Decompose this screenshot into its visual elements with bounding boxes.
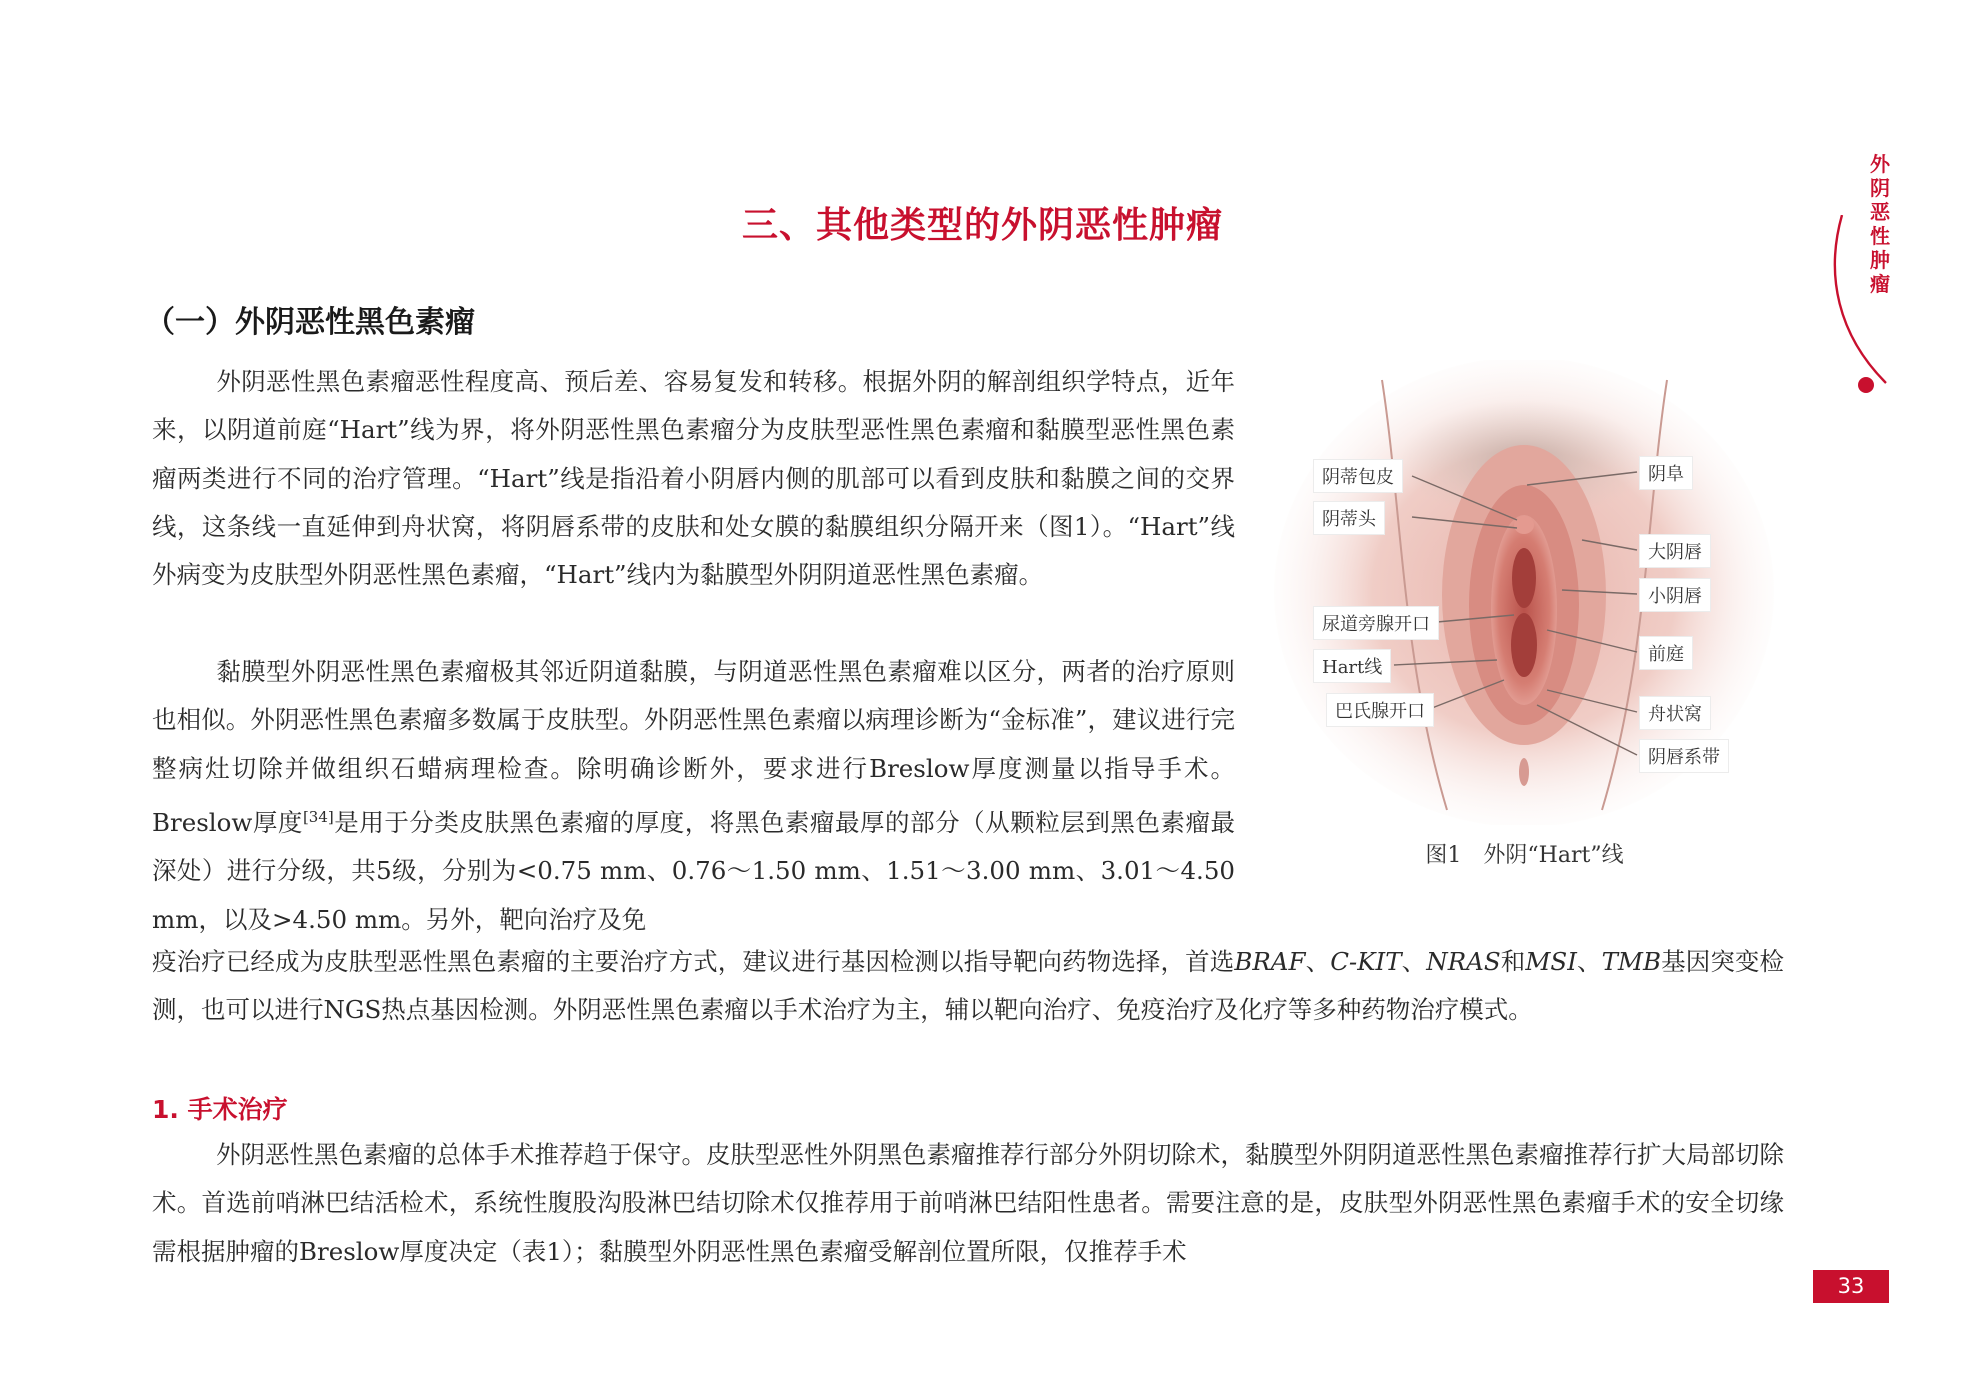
reference-marker: [34] [302,807,334,826]
label-hart-line: Hart线 [1314,650,1390,682]
gene-msi: MSI [1525,947,1577,976]
paragraph-intro: 外阴恶性黑色素瘤恶性程度高、预后差、容易复发和转移。根据外阴的解剖组织学特点，近年来，以阴道前庭“Hart”线为界，将外阴恶性黑色素瘤分为皮肤型恶性黑色素瘤和黏膜型恶性黑色素瘤两类进行不同的治疗管理。“Hart”线是指沿着小阴唇内侧的肌部可以看到皮肤和黏膜之间的交界线，这条线一直延伸到舟状窝，将阴唇系带的皮肤和处女膜的黏膜组织分隔开来（图1）。“Hart”线外病变为皮肤型外阴恶性黑色素瘤，“Hart”线内为黏膜型外阴阴道恶性黑色素瘤。 [152,367,1235,590]
label-labia-majora: 大阴唇 [1640,535,1710,567]
gene-nras: NRAS [1426,947,1501,976]
gene-braf: BRAF [1234,947,1306,976]
chapter-title: 三、其他类型的外阴恶性肿瘤 [741,205,1223,246]
side-chapter-tab: 外阴恶性肿瘤 [1870,152,1890,296]
figure-caption: 图1 外阴“Hart”线 [1425,843,1624,868]
label-fossa: 舟状窝 [1640,697,1710,729]
anatomy-figure [1272,360,1777,825]
label-vestibule: 前庭 [1640,637,1692,669]
label-clitoral-hood: 阴蒂包皮 [1314,460,1402,492]
paragraph-surgery: 外阴恶性黑色素瘤的总体手术推荐趋于保守。皮肤型恶性外阴黑色素瘤推荐行部分外阴切除术，黏膜型外阴阴道恶性黑色素瘤推荐行扩大局部切除术。首选前哨淋巴结活检术，系统性腹股沟股淋巴结切除术仅推荐用于前哨淋巴结阳性患者。需要注意的是，皮肤型外阴恶性黑色素瘤手术的安全切缘需根据肿瘤的Breslow厚度决定（表1）；黏膜型外阴恶性黑色素瘤受解剖位置所限，仅推荐手术 [152,1140,1784,1266]
label-bartholin: 巴氏腺开口 [1327,694,1433,726]
section-title: （一）外阴恶性黑色素瘤 [145,305,475,340]
gene-ckit: C-KIT [1330,947,1402,976]
paragraph-mucosal-continued: 疫治疗已经成为皮肤型恶性黑色素瘤的主要治疗方式，建议进行基因检测以指导靶向药物选择，首选BRAF、C-KIT、NRAS和MSI、TMB基因突变检测，也可以进行NGS热点基因检测。外阴恶性黑色素瘤以手术治疗为主，辅以靶向治疗、免疫治疗及化疗等多种药物治疗模式。 [152,947,1785,1025]
label-mons: 阴阜 [1640,457,1692,489]
gene-tmb: TMB [1601,947,1662,976]
label-labia-minora: 小阴唇 [1640,579,1710,611]
subsection-title: 1. 手术治疗 [152,1095,288,1124]
label-clitoris: 阴蒂头 [1314,502,1384,534]
page-number: 33 [1813,1270,1889,1303]
paragraph-mucosal: 黏膜型外阴恶性黑色素瘤极其邻近阴道黏膜，与阴道恶性黑色素瘤难以区分，两者的治疗原则也相似。外阴恶性黑色素瘤多数属于皮肤型。外阴恶性黑色素瘤以病理诊断为“金标准”，建议进行完整病灶切除并做组织石蜡病理检查。除明确诊断外，要求进行Breslow厚度测量以指导手术。Breslow厚度[34]是用于分类皮肤黑色素瘤的厚度，将黑色素瘤最厚的部分（从颗粒层到黑色素瘤最深处）进行分级，共5级，分别为<0.75 mm、0.76～1.50 mm、1.51～3.00 mm、3.01～4.50 mm，以及>4.50 mm。另外，靶向治疗及免 [152,657,1235,934]
label-urethral-gland: 尿道旁腺开口 [1314,607,1438,639]
label-frenulum: 阴唇系带 [1640,740,1728,772]
